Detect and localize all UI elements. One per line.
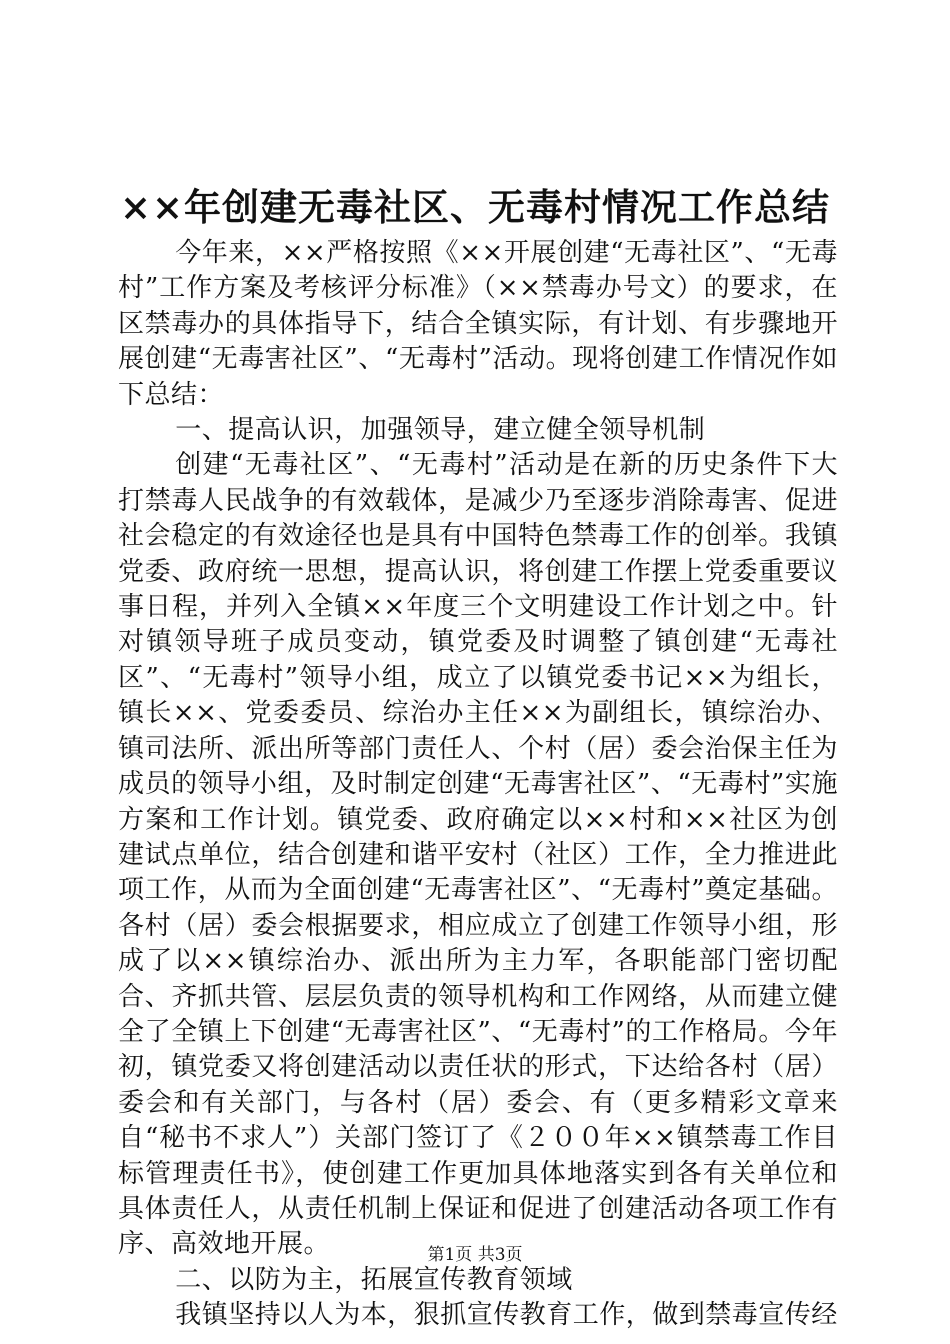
document-title: ××年创建无毒社区、无毒村情况工作总结 xyxy=(119,185,830,229)
paragraph-intro: 今年来，××严格按照《××开展创建“无毒社区”、“无毒村”工作方案及考核评分标准》（××禁毒办号文）的要求，在区禁毒办的具体指导下，结合全镇实际，有计划、有步骤地开展创建“无毒害社区”、“无毒村”活动。现将创建工作情况作如下总结： xyxy=(118,238,838,410)
page-footer: 第1页 共3页 xyxy=(427,1245,523,1265)
document-body xyxy=(118,236,838,1334)
paragraph-section-2: 我镇坚持以人为本，狠抓宣传教育工作，做到禁毒宣传经 xyxy=(175,1300,838,1331)
section-heading-2: 二、以防为主，拓展宣传教育领域 xyxy=(175,1264,573,1295)
paragraph-section-1: 创建“无毒社区”、“无毒村”活动是在新的历史条件下大打禁毒人民战争的有效载体，是减少乃至逐步消除毒害、促进社会稳定的有效途径也是具有中国特色禁毒工作的创举。我镇党委、政府统一思想，提高认识，将创建工作摆上党委重要议事日程，并列入全镇××年度三个文明建设工作计划之中。针对镇领导班子成员变动，镇党委及时调整了镇创建“无毒社区”、“无毒村”领导小组，成立了以镇党委书记××为组长，镇长××、党委委员、综治办主任××为副组长，镇综治办、镇司法所、派出所等部门责任人、个村（居）委会治保主任为成员的领导小组，及时制定创建“无毒害社区”、“无毒村”实施方案和工作计划。镇党委、政府确定以××村和××社区为创建试点单位，结合创建和谐平安村（社区）工作，全力推进此项工作，从而为全面创建“无毒害社区”、“无毒村”奠定基础。各村（居）委会根据要求，相应成立了创建工作领导小组，形成了以××镇综治办、派出所为主力军，各职能部门密切配合、齐抓共管、层层负责的领导机构和工作网络，从而建立健全了全镇上下创建“无毒害社区”、“无毒村”的工作格局。今年初，镇党委又将创建活动以责任状的形式，下达给各村（居）委会和有关部门，与各村（居）委会、有（更多精彩文章来自“秘书不求人”）关部门签订了《２００年××镇禁毒工作目标管理责任书》，使创建工作更加具体地落实到各有关单位和具体责任人，从责任机制上保证和促进了创建活动各项工作有序、高效地开展。 xyxy=(118,450,838,1260)
section-heading-1: 一、提高认识，加强领导，建立健全领导机制 xyxy=(175,415,706,446)
